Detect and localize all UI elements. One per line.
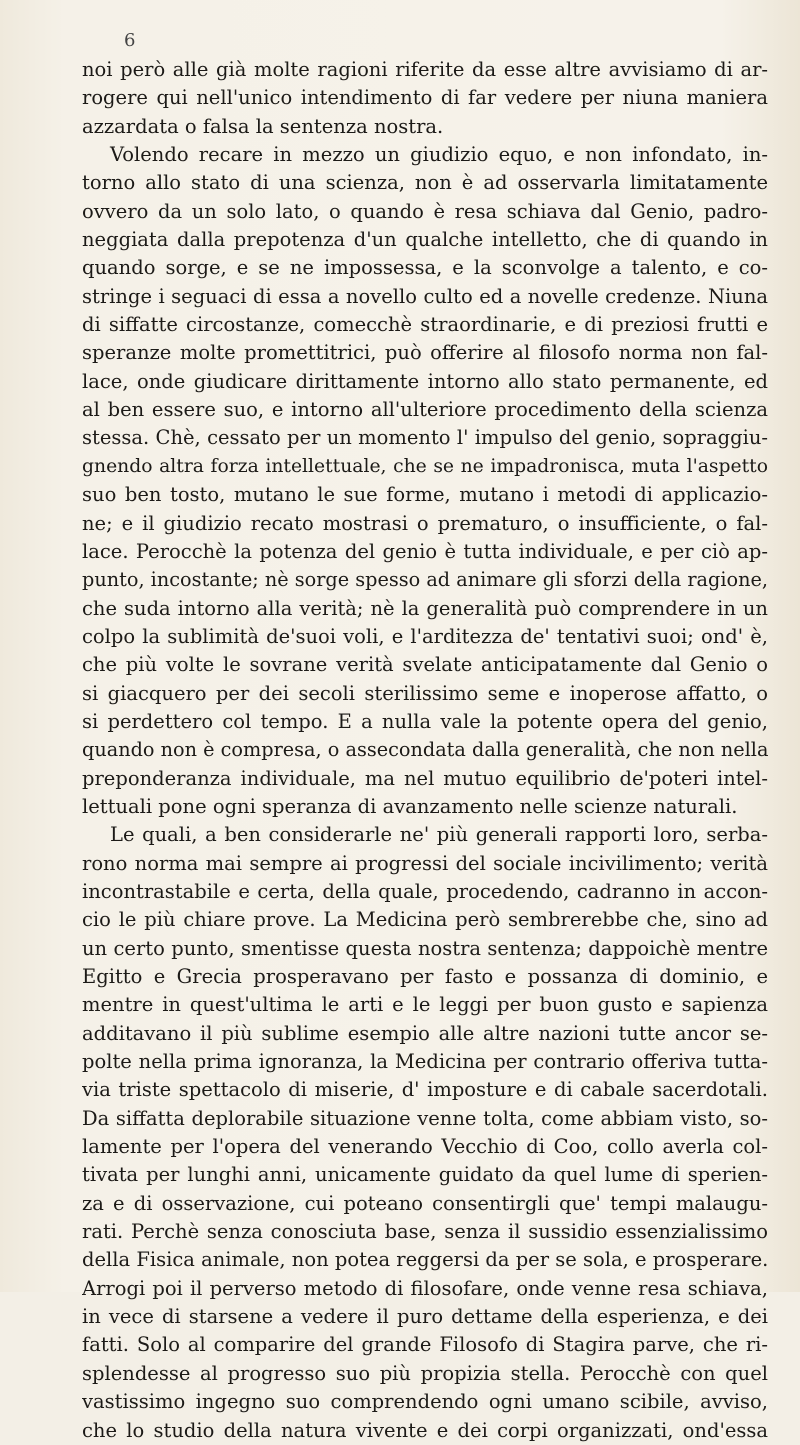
text-line: quando sorge, e se ne impossessa, e la sconvolge a talento, e co- — [82, 256, 768, 280]
text-line: rati. Perchè senza conosciuta base, senza il sussidio essenzialissimo — [82, 1220, 768, 1244]
text-line: suo ben tosto, mutano le sue forme, mutano i metodi di applicazio- — [82, 483, 768, 507]
page-number: 6 — [124, 30, 136, 51]
text-line: ne; e il giudizio recato mostrasi o prematuro, o insufficiente, o fal- — [82, 511, 768, 535]
text-line: Egitto e Grecia prosperavano per fasto e possanza di dominio, e — [82, 965, 768, 988]
text-line: Arrogi poi il perverso metodo di filosofare, onde venne resa schiava, — [82, 1276, 768, 1300]
text-line: Le quali, a ben considerarle ne' più generali rapporti loro, serba- — [110, 823, 768, 847]
text-line: lace, onde giudicare dirittamente intorno allo stato permanente, ed — [82, 369, 768, 393]
text-line: che suda intorno alla verità; nè la generalità può comprendere in un — [82, 596, 768, 620]
text-line: splendesse al progresso suo più propizia stella. Perocchè con quel — [82, 1361, 768, 1385]
text-line: stessa. Chè, cessato per un momento l' impulso del genio, sopraggiu- — [82, 426, 768, 450]
text-line: via triste spettacolo di miserie, d' imposture e di cabale sacerdotali. — [82, 1078, 768, 1102]
text-line: noi però alle già molte ragioni riferite da esse altre avvisiamo di ar- — [82, 58, 768, 81]
text-line: che più volte le sovrane verità svelate anticipatamente dal Genio o — [82, 653, 768, 677]
text-line: preponderanza individuale, ma nel mutuo equilibrio de'poteri intel- — [82, 766, 768, 790]
text-line: rogere qui nell'unico intendimento di far vedere per niuna maniera — [82, 86, 768, 110]
text-line: mentre in quest'ultima le arti e le leggi per buon gusto e sapienza — [82, 993, 768, 1017]
text-line: stringe i seguaci di essa a novello culto ed a novelle credenze. Niuna — [82, 284, 768, 308]
text-line: azzardata o falsa la sentenza nostra. — [82, 114, 444, 138]
text-line: ovvero da un solo lato, o quando è resa schiava dal Genio, padro- — [82, 199, 768, 223]
text-line: lettuali pone ogni speranza di avanzamento nelle scienze naturali. — [82, 794, 738, 818]
text-line: neggiata dalla prepotenza d'un qualche intelletto, che di quando in — [82, 228, 768, 252]
text-line: lamente per l'opera del venerando Vecchio di Coo, collo averla col- — [82, 1135, 768, 1159]
text-line: za e di osservazione, cui poteano consentirgli que' tempi malaugu- — [82, 1191, 768, 1215]
text-line: punto, incostante; nè sorge spesso ad animare gli sforzi della ragione, — [82, 568, 768, 592]
text-line: speranze molte promettitrici, può offerire al filosofo norma non fal- — [82, 341, 768, 365]
text-line: che lo studio della natura vivente e dei corpi organizzati, ond'essa — [82, 1418, 768, 1442]
text-line: quando non è compresa, o assecondata dalla generalità, che non nella — [82, 738, 768, 762]
text-line: si perdettero col tempo. E a nulla vale la potente opera del genio, — [82, 709, 768, 733]
text-line: torno allo stato di una scienza, non è ad osservarla limitatamente — [82, 171, 768, 195]
text-line: Volendo recare in mezzo un giudizio equo, e non infondato, in- — [110, 143, 768, 167]
text-line: additavano il più sublime esempio alle altre nazioni tutte ancor se- — [82, 1021, 768, 1045]
text-line: Da siffatta deplorabile situazione venne tolta, come abbiam visto, so- — [82, 1106, 768, 1130]
text-line: rono norma mai sempre ai progressi del sociale incivilimento; verità — [82, 851, 768, 875]
text-line: cio le più chiare prove. La Medicina però sembrerebbe che, sino ad — [82, 908, 768, 932]
text-line: al ben essere suo, e intorno all'ulteriore procedimento della scienza — [82, 398, 768, 422]
text-line: gnendo altra forza intellettuale, che se ne impadronisca, muta l'aspetto — [82, 455, 768, 477]
text-line: incontrastabile e certa, della quale, procedendo, cadranno in accon- — [82, 879, 768, 903]
text-line: un certo punto, smentisse questa nostra sentenza; dappoichè mentre — [82, 936, 768, 960]
text-line: polte nella prima ignoranza, la Medicina per contrario offeriva tutta- — [82, 1050, 768, 1074]
text-line: tivata per lunghi anni, unicamente guidato da quel lume di sperien- — [82, 1163, 768, 1187]
text-line: lace. Perocchè la potenza del genio è tutta individuale, e per ciò ap- — [82, 539, 768, 563]
text-line: in vece di starsene a vedere il puro dettame della esperienza, e dei — [82, 1305, 768, 1329]
text-line: fatti. Solo al comparire del grande Filosofo di Stagira parve, che ri- — [82, 1333, 768, 1357]
text-line: colpo la sublimità de'suoi voli, e l'arditezza de' tentativi suoi; ond' è, — [82, 624, 768, 648]
text-line: vastissimo ingegno suo comprendendo ogni umano scibile, avviso, — [82, 1390, 768, 1414]
text-line: della Fisica animale, non potea reggersi da per se sola, e prosperare. — [82, 1248, 768, 1272]
text-line: di siffatte circostanze, comecchè straordinarie, e di preziosi frutti e — [82, 313, 768, 337]
body-text — [82, 56, 768, 1445]
text-line: si giacquero per dei secoli sterilissimo seme e inoperose affatto, o — [82, 681, 768, 705]
